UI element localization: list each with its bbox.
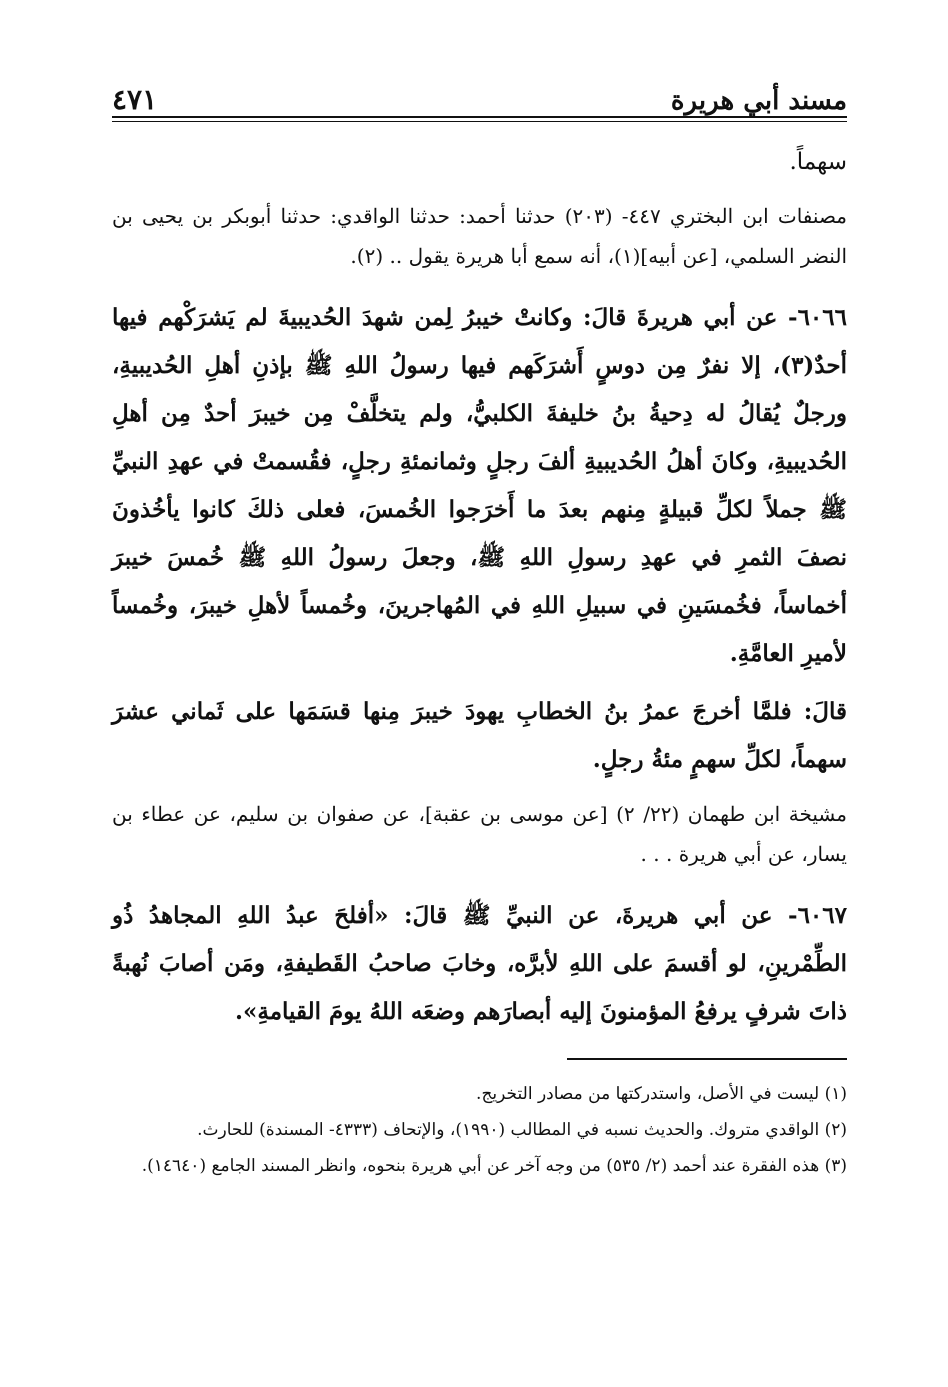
hadith-6067: ٦٠٦٧- عن أبي هريرةَ، عن النبيِّ ﷺ قالَ: «أفلحَ عبدُ اللهِ المجاهدُ ذُو الطِّمْرينِ، لو أقسمَ على اللهِ لأبرَّه، وخابَ صاحبُ القَطيفةِ، ومَن أصابَ نُهبةً ذاتَ شرفٍ يرفعُ المؤمنونَ إليه أبصارَهم وضعَه اللهُ يومَ القيامةِ». xyxy=(112,902,847,1025)
footnote-2: (٢) الواقدي متروك. والحديث نسبه في المطالب (١٩٩٠)، والإتحاف (٤٣٣٣- المسندة) للحارث. xyxy=(197,1120,847,1140)
main-text xyxy=(112,138,847,1036)
hadith-6066-continuation: قالَ: فلمَّا أخرجَ عمرُ بنُ الخطابِ يهودَ خيبرَ مِنها قسَمَها على ثَماني عشرَ سهماً، لكلِّ سهمٍ مئةُ رجلٍ. xyxy=(112,698,847,773)
header-rule xyxy=(112,116,847,118)
footnotes xyxy=(112,1076,847,1184)
hadith-6066: ٦٠٦٦- عن أبي هريرةَ قالَ: وكانتْ خيبرُ لِمن شهدَ الحُديبيةَ لم يَشرَكْهم فيها أحدٌ(٣)، إلا نفرٌ مِن دوسٍ أَشرَكَهم فيها رسولُ اللهِ ﷺ بإذنِ أهلِ الحُديبيةِ، ورجلٌ يُقالُ له دِحيةُ بنُ خليفةَ الكلبيُّ، ولم يتخلَّفْ مِن خيبرَ أحدٌ مِن أهلِ الحُديبيةِ، وكانَ أهلُ الحُديبيةِ ألفَ رجلٍ وثمانمئةِ رجلٍ، فقُسمتْ في عهدِ النبيِّ ﷺ جملاً لكلِّ قبيلةٍ مِنهم بعدَ ما أَخرَجوا الخُمسَ، فعلى ذلكَ كانوا يأخُذونَ نصفَ الثمرِ في عهدِ رسولِ اللهِ ﷺ، وجعلَ رسولُ اللهِ ﷺ خُمسَ خيبرَ أخماساً، فخُمسَينِ في سبيلِ اللهِ في المُهاجرينَ، وخُمساً لأهلِ خيبرَ، وخُمساً لأميرِ العامَّةِ. xyxy=(112,304,847,667)
header-rule-thin xyxy=(112,121,847,122)
paragraph-continuation: سهماً. xyxy=(789,149,847,175)
running-title: مسند أبي هريرة xyxy=(670,86,847,116)
page-number: ٤٧١ xyxy=(112,83,158,116)
footnote-rule xyxy=(567,1058,847,1060)
page-header xyxy=(112,72,847,116)
footnote-1: (١) ليست في الأصل، واستدركتها من مصادر التخريج. xyxy=(476,1084,847,1104)
source-reference-2: مشيخة ابن طهمان (٢٢/ ٢) [عن موسى بن عقبة]، عن صفوان بن سليم، عن عطاء بن يسار، عن أبي هريرة . . . xyxy=(112,802,847,866)
footnote-3: (٣) هذه الفقرة عند أحمد (٢/ ٥٣٥) من وجه آخر عن أبي هريرة بنحوه، وانظر المسند الجامع (١٤٦٤٠). xyxy=(141,1156,847,1176)
source-reference: مصنفات ابن البختري ٤٤٧- (٢٠٣) حدثنا أحمد: حدثنا الواقدي: حدثنا أبوبكر بن يحيى بن النضر السلمي، [عن أبيه](١)، أنه سمع أبا هريرة يقول .. (٢). xyxy=(112,204,848,268)
